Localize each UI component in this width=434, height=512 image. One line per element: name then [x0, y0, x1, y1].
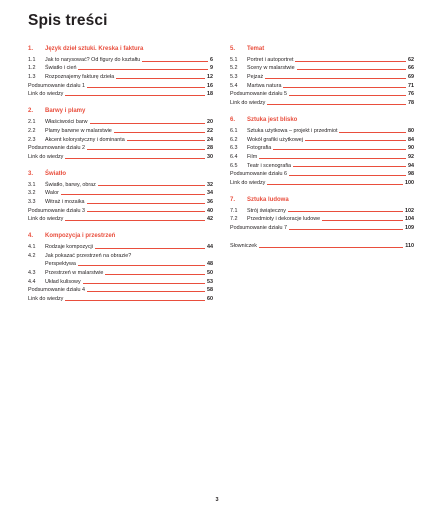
toc-entry[interactable]: [28, 81, 213, 90]
leader-line: [65, 95, 205, 96]
entry-title: Podsumowanie działu 4: [28, 287, 85, 294]
toc-entry[interactable]: [230, 170, 414, 179]
entry-title: Jak to narysować? Od figury do kształtu: [45, 56, 141, 63]
entry-page: 60: [207, 296, 213, 303]
toc-entry[interactable]: [230, 206, 414, 215]
toc-entry[interactable]: [28, 180, 213, 189]
toc-entry[interactable]: [28, 144, 213, 153]
entry-page: 102: [405, 207, 414, 214]
toc-entry[interactable]: [28, 55, 213, 64]
leader-line: [293, 166, 406, 167]
entry-page: 9: [210, 65, 213, 72]
leader-line: [283, 87, 406, 88]
entry-page: 53: [207, 278, 213, 285]
entry-title: Podsumowanie działu 7: [230, 225, 287, 231]
toc-entry[interactable]: [230, 135, 414, 144]
leader-line: [322, 220, 403, 221]
leader-line: [87, 211, 205, 212]
leader-line: [114, 132, 205, 133]
entry-title: Link do wiedzy: [28, 91, 64, 98]
toc-entry[interactable]: [28, 189, 213, 198]
entry-number: 2.1: [28, 119, 36, 126]
entry-title: Link do wiedzy: [28, 296, 64, 303]
entry-number: 3.2: [28, 190, 36, 197]
toc-entry[interactable]: [230, 144, 414, 153]
toc-section: [230, 116, 414, 187]
toc-entry[interactable]: [28, 152, 213, 161]
entry-title: Link do wiedzy: [28, 216, 64, 223]
toc-entry[interactable]: [28, 126, 213, 135]
leader-line: [87, 87, 205, 88]
toc-entry[interactable]: [28, 277, 213, 286]
entry-page: 12: [207, 74, 213, 81]
entry-page: 84: [408, 136, 414, 143]
toc-entry[interactable]: [230, 72, 414, 81]
toc-section: [28, 45, 213, 98]
entry-page: 104: [405, 216, 414, 223]
entry-title: Fotografia: [247, 145, 272, 152]
toc-entry[interactable]: [230, 223, 414, 232]
toc-entry[interactable]: [230, 126, 414, 135]
toc-entry[interactable]: [230, 81, 414, 90]
leader-line: [265, 78, 406, 79]
section-number: 4.: [28, 233, 34, 240]
toc-entry[interactable]: [230, 64, 414, 73]
leader-line: [267, 104, 406, 105]
entry-title: Link do wiedzy: [230, 179, 266, 186]
toc-entry[interactable]: [28, 72, 213, 81]
page-number: 3: [215, 497, 219, 503]
leader-line: [87, 149, 205, 150]
entry-title: Walor: [45, 190, 59, 197]
toc-section: [28, 107, 213, 160]
section-number: 5.: [230, 46, 236, 52]
entry-page: 40: [207, 207, 213, 214]
entry-title: Jak pokazać przestrzeń na obrazie?: [45, 252, 132, 259]
entry-page: 24: [207, 136, 213, 143]
entry-title: Pejzaż: [247, 74, 264, 81]
entry-title-line2: Perspektywa: [45, 261, 76, 268]
entry-number: 5.3: [230, 74, 238, 81]
entry-number: 4.3: [28, 270, 36, 277]
entry-page: 50: [207, 270, 213, 277]
section-title: Światło: [45, 170, 67, 177]
entry-number: 6.5: [230, 162, 238, 169]
leader-line: [87, 203, 205, 204]
entry-number: 3.1: [28, 181, 36, 188]
entry-title: Sztuka użytkowa – projekt i przedmiot: [247, 127, 338, 134]
section-number: 6.: [230, 117, 236, 124]
leader-line: [259, 247, 403, 248]
toc-entry[interactable]: [28, 286, 213, 295]
section-number: 1.: [28, 46, 34, 52]
toc-entry[interactable]: [28, 117, 213, 126]
entry-page: 100: [405, 179, 414, 186]
entry-page: 66: [408, 65, 414, 72]
leader-line: [305, 140, 406, 141]
entry-number: 6.2: [230, 136, 238, 143]
section-heading: [28, 45, 213, 53]
section-heading: [230, 196, 414, 204]
entry-title: Martwa natura: [247, 82, 282, 89]
entry-title: Strój świąteczny: [247, 207, 286, 214]
section-title: Sztuka ludowa: [247, 196, 289, 203]
toc-section: [230, 241, 414, 250]
entry-number: 1.3: [28, 74, 36, 81]
entry-title: Światło i cień: [45, 65, 77, 72]
entry-number: 5.2: [230, 65, 238, 72]
leader-line: [288, 211, 403, 212]
toc-entry[interactable]: [230, 98, 414, 107]
leader-line: [267, 184, 403, 185]
entry-number: 2.3: [28, 136, 36, 143]
entry-number: 7.2: [230, 216, 238, 223]
entry-title: Podsumowanie działu 3: [28, 207, 85, 214]
entry-title: Link do wiedzy: [28, 153, 64, 160]
toc-section: [28, 232, 213, 303]
leader-line: [83, 283, 205, 284]
section-title: Temat: [247, 46, 265, 52]
entry-number: 4.4: [28, 278, 36, 285]
entry-page: 22: [207, 127, 213, 134]
entry-title: Akcent kolorystyczny i dominanta: [45, 136, 125, 143]
entry-title: Podsumowanie działu 5: [230, 91, 287, 98]
section-title: Język dzieł sztuki. Kreska i faktura: [45, 46, 144, 52]
leader-line: [87, 291, 205, 292]
entry-page: 76: [408, 91, 414, 98]
entry-page: 69: [408, 74, 414, 81]
section-title: Sztuka jest blisko: [247, 117, 298, 124]
entry-number: 7.1: [230, 207, 238, 214]
leader-line: [65, 300, 205, 301]
entry-title: Przestrzeń w malarstwie: [45, 270, 104, 277]
toc-entry[interactable]: [230, 241, 414, 250]
toc-entry-continuation[interactable]: [28, 260, 213, 269]
entry-title: Film: [247, 153, 258, 160]
entry-page: 30: [207, 153, 213, 160]
toc-entry[interactable]: [230, 152, 414, 161]
toc-entry[interactable]: [28, 268, 213, 277]
leader-line: [90, 123, 205, 124]
section-heading: [28, 107, 213, 115]
entry-number: 3.3: [28, 198, 36, 205]
section-title: Barwy i plamy: [45, 108, 86, 115]
section-number: 7.: [230, 196, 236, 203]
entry-number: 6.3: [230, 145, 238, 152]
leader-line: [78, 265, 205, 266]
toc-right-column: [230, 45, 414, 259]
entry-title: Słowniczek: [230, 242, 257, 249]
leader-line: [65, 158, 205, 159]
entry-page: 78: [408, 100, 414, 107]
toc-section: [28, 170, 213, 223]
toc-entry[interactable]: [28, 64, 213, 73]
toc-entry[interactable]: [28, 90, 213, 99]
entry-page: 32: [207, 181, 213, 188]
entry-number: 5.1: [230, 56, 238, 63]
entry-page: 92: [408, 153, 414, 160]
entry-page: 44: [207, 244, 213, 250]
entry-number: 6.1: [230, 127, 238, 134]
leader-line: [339, 132, 406, 133]
entry-title: Portret i autoportret: [247, 56, 294, 63]
entry-page: 90: [408, 145, 414, 152]
entry-title: Rodzaje kompozycji: [45, 244, 93, 250]
entry-number: 4.2: [28, 252, 36, 259]
toc-entry[interactable]: [28, 197, 213, 206]
entry-page: 34: [207, 190, 213, 197]
section-number: 3.: [28, 170, 34, 177]
leader-line: [289, 175, 406, 176]
entry-number: 5.4: [230, 82, 238, 89]
entry-page: 48: [207, 261, 213, 268]
entry-title: Wokół grafiki użytkowej: [247, 136, 303, 143]
entry-page: 6: [210, 56, 213, 63]
entry-page: 109: [405, 225, 414, 231]
toc-entry[interactable]: [230, 178, 414, 187]
leader-line: [61, 194, 205, 195]
page-title: Spis treści: [28, 12, 108, 29]
leader-line: [289, 229, 403, 230]
leader-line: [259, 158, 406, 159]
leader-line: [95, 248, 205, 249]
entry-title: Sceny w malarstwie: [247, 65, 295, 72]
toc-entry[interactable]: [230, 161, 414, 170]
entry-page: 20: [207, 119, 213, 126]
leader-line: [289, 95, 406, 96]
entry-page: 18: [207, 91, 213, 98]
entry-number: 2.2: [28, 127, 36, 134]
entry-title: Podsumowanie działu 1: [28, 82, 85, 89]
entry-page: 80: [408, 127, 414, 134]
entry-title: Link do wiedzy: [230, 100, 266, 107]
toc-entry[interactable]: [28, 251, 213, 260]
entry-title: Rozpoznajemy fakturę dzieła: [45, 74, 115, 81]
section-heading: [28, 232, 213, 240]
section-heading: [230, 116, 414, 124]
toc-left-column: [28, 45, 213, 312]
entry-number: 1.1: [28, 56, 36, 63]
leader-line: [273, 149, 406, 150]
entry-page: 58: [207, 287, 213, 294]
entry-number: 4.1: [28, 244, 36, 250]
entry-title: Światło, barwy, obraz: [45, 181, 96, 188]
toc-entry[interactable]: [28, 135, 213, 144]
section-number: 2.: [28, 108, 34, 115]
toc-entry[interactable]: [28, 206, 213, 215]
entry-number: 6.4: [230, 153, 238, 160]
entry-page: 94: [408, 162, 414, 169]
toc-entry[interactable]: [230, 90, 414, 99]
leader-line: [297, 69, 406, 70]
section-heading: [28, 170, 213, 178]
entry-title: Układ kulisowy: [45, 278, 81, 285]
toc-section: [230, 196, 414, 232]
entry-title: Teatr i scenografia: [247, 162, 292, 169]
leader-line: [65, 220, 205, 221]
leader-line: [142, 61, 208, 62]
entry-page: 16: [207, 82, 213, 89]
leader-line: [127, 140, 205, 141]
toc-entry[interactable]: [230, 55, 414, 64]
entry-page: 110: [405, 242, 414, 249]
entry-title: Plamy barwne w malarstwie: [45, 127, 112, 134]
toc-entry[interactable]: [28, 242, 213, 251]
entry-page: 71: [408, 82, 414, 89]
section-heading: [230, 45, 414, 53]
section-title: Kompozycja i przestrzeń: [45, 233, 116, 240]
leader-line: [116, 78, 205, 79]
toc-entry[interactable]: [28, 215, 213, 224]
entry-title: Podsumowanie działu 6: [230, 171, 287, 178]
entry-page: 42: [207, 216, 213, 223]
leader-line: [295, 61, 406, 62]
entry-title: Przedmioty i dekoracje ludowe: [247, 216, 321, 223]
toc-entry[interactable]: [230, 215, 414, 224]
leader-line: [105, 274, 205, 275]
entry-title: Podsumowanie działu 2: [28, 145, 85, 152]
entry-page: 36: [207, 198, 213, 205]
toc-section: [230, 45, 414, 107]
toc-entry[interactable]: [28, 294, 213, 303]
entry-title: Witraż i mozaika: [45, 198, 85, 205]
entry-title: Właściwości barw: [45, 119, 88, 126]
entry-page: 62: [408, 56, 414, 63]
entry-number: 1.2: [28, 65, 36, 72]
entry-page: 28: [207, 145, 213, 152]
entry-page: 98: [408, 171, 414, 178]
leader-line: [98, 185, 205, 186]
leader-line: [78, 69, 208, 70]
